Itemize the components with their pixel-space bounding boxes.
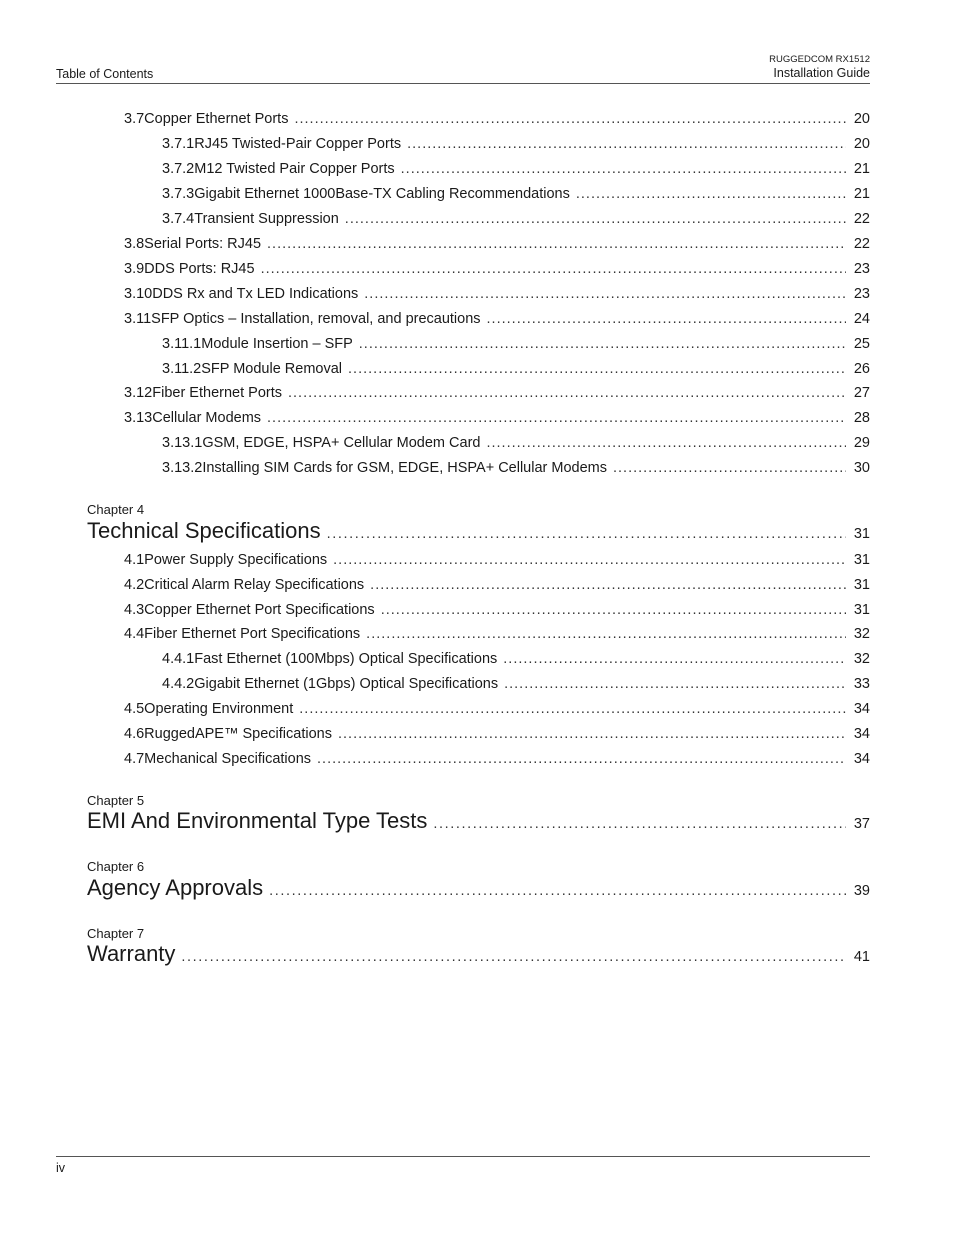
dot-leader <box>407 136 846 152</box>
header-rule <box>56 83 870 84</box>
toc-entry-title: Fiber Ethernet Ports <box>152 385 282 401</box>
toc-entry[interactable] <box>124 385 870 401</box>
chapter-label: Chapter 7 <box>87 926 145 941</box>
toc-entry-page: 21 <box>853 161 870 177</box>
toc-entry-number: 4.4.2 <box>162 676 195 692</box>
toc-entry-number: 4.6 <box>124 726 145 742</box>
running-section-title: Table of Contents <box>56 67 154 81</box>
dot-leader <box>503 651 846 667</box>
toc-entry-number: 3.10 <box>124 286 153 302</box>
dot-leader <box>267 410 846 426</box>
toc-entry-number: 3.8 <box>124 236 145 252</box>
toc-entry-title: Fast Ethernet (100Mbps) Optical Specifications <box>194 651 498 667</box>
toc-entry[interactable] <box>162 336 870 352</box>
toc-entry-page: 37 <box>853 816 870 832</box>
toc-entry[interactable] <box>124 701 870 717</box>
toc-entry[interactable] <box>124 751 870 767</box>
dot-leader <box>370 577 846 593</box>
dot-leader <box>261 261 846 277</box>
toc-entry-page: 20 <box>853 111 870 127</box>
dot-leader <box>294 111 846 127</box>
toc-entry-page: 25 <box>853 336 870 352</box>
running-doc-title <box>769 54 870 81</box>
toc-entry-page: 39 <box>853 883 870 899</box>
toc-entry-page: 34 <box>853 751 870 767</box>
toc-entry[interactable] <box>124 286 870 302</box>
toc-entry[interactable] <box>124 726 870 742</box>
toc-chapter-entry[interactable] <box>87 941 870 967</box>
toc-entry-title: Module Insertion – SFP <box>201 336 353 352</box>
toc-entry-number: 4.3 <box>124 602 145 618</box>
toc-entry-title: RuggedAPE™ Specifications <box>144 726 332 742</box>
toc-entry-page: 20 <box>853 136 870 152</box>
toc-entry-title: Power Supply Specifications <box>144 552 328 568</box>
toc-entry[interactable] <box>162 676 870 692</box>
toc-entry-number: 3.13 <box>124 410 153 426</box>
toc-entry-page: 23 <box>853 286 870 302</box>
toc-entry-title: Transient Suppression <box>194 211 339 227</box>
chapter-title: Warranty <box>87 941 176 966</box>
toc-entry-title: Gigabit Ethernet 1000Base-TX Cabling Recommendations <box>194 186 570 202</box>
dot-leader <box>486 435 846 451</box>
toc-entry[interactable] <box>162 460 870 476</box>
toc-entry-number: 4.4 <box>124 626 145 642</box>
dot-leader <box>366 626 846 642</box>
toc-entry-title: DDS Ports: RJ45 <box>144 261 255 277</box>
toc-entry-title: SFP Optics – Installation, removal, and precautions <box>151 311 481 327</box>
toc-entry-page: 34 <box>853 726 870 742</box>
toc-entry[interactable] <box>124 626 870 642</box>
toc-entry[interactable] <box>124 236 870 252</box>
toc-entry-page: 31 <box>853 577 870 593</box>
dot-leader <box>338 726 846 742</box>
toc-entry[interactable] <box>124 602 870 618</box>
toc-entry-number: 3.12 <box>124 385 153 401</box>
toc-entry-title: Copper Ethernet Port Specifications <box>144 602 375 618</box>
dot-leader <box>576 186 846 202</box>
chapter-label: Chapter 4 <box>87 502 145 517</box>
toc-entry-title: SFP Module Removal <box>201 361 343 377</box>
toc-entry-title: Operating Environment <box>144 701 294 717</box>
dot-leader <box>327 526 846 542</box>
footer-rule <box>56 1156 870 1157</box>
toc-entry-title: Copper Ethernet Ports <box>144 111 289 127</box>
toc-entry-page: 22 <box>853 211 870 227</box>
toc-entry[interactable] <box>124 552 870 568</box>
toc-entry-page: 34 <box>853 701 870 717</box>
toc-entry-number: 3.7 <box>124 111 145 127</box>
dot-leader <box>345 211 846 227</box>
dot-leader <box>269 883 846 899</box>
toc-entry-number: 3.11.1 <box>162 336 202 352</box>
toc-entry-title: Mechanical Specifications <box>144 751 312 767</box>
toc-entry-page: 41 <box>853 949 870 965</box>
toc-entry-number: 4.7 <box>124 751 145 767</box>
toc-entry-page: 26 <box>853 361 870 377</box>
toc-chapter-entry[interactable] <box>87 518 870 544</box>
toc-entry[interactable] <box>162 136 870 152</box>
dot-leader <box>487 311 846 327</box>
dot-leader <box>401 161 846 177</box>
toc-entry-number: 4.4.1 <box>162 651 195 667</box>
toc-entry-page: 31 <box>853 602 870 618</box>
product-name: RUGGEDCOM RX1512 <box>769 54 870 65</box>
dot-leader <box>181 949 846 965</box>
dot-leader <box>288 385 846 401</box>
toc-entry-title: Serial Ports: RJ45 <box>144 236 262 252</box>
toc-entry-title: M12 Twisted Pair Copper Ports <box>194 161 395 177</box>
toc-entry-title: GSM, EDGE, HSPA+ Cellular Modem Card <box>202 435 481 451</box>
toc-chapter-entry[interactable] <box>87 875 870 901</box>
toc-entry-page: 27 <box>853 385 870 401</box>
toc-entry-title: DDS Rx and Tx LED Indications <box>152 286 359 302</box>
toc-entry-page: 23 <box>853 261 870 277</box>
toc-entry-number: 3.7.3 <box>162 186 195 202</box>
toc-entry[interactable] <box>162 211 870 227</box>
chapter-label: Chapter 5 <box>87 793 145 808</box>
toc-entry-number: 3.13.2 <box>162 460 203 476</box>
toc-entry-page: 24 <box>853 311 870 327</box>
toc-entry-page: 30 <box>853 460 870 476</box>
dot-leader <box>359 336 846 352</box>
page-number: iv <box>56 1161 66 1175</box>
dot-leader <box>504 676 846 692</box>
toc-entry-page: 29 <box>853 435 870 451</box>
toc-entry-page: 32 <box>853 651 870 667</box>
guide-name: Installation Guide <box>773 66 870 80</box>
toc-entry-title: Fiber Ethernet Port Specifications <box>144 626 361 642</box>
dot-leader <box>333 552 846 568</box>
toc-entry-number: 3.9 <box>124 261 145 277</box>
toc-entry-number: 3.11.2 <box>162 361 202 377</box>
dot-leader <box>381 602 846 618</box>
dot-leader <box>299 701 846 717</box>
toc-chapter-entry[interactable] <box>87 808 870 834</box>
toc-entry[interactable] <box>162 186 870 202</box>
toc-entry-number: 3.7.2 <box>162 161 195 177</box>
toc-entry[interactable] <box>124 311 870 327</box>
toc-entry-number: 4.5 <box>124 701 145 717</box>
toc-entry[interactable] <box>162 651 870 667</box>
dot-leader <box>613 460 846 476</box>
toc-entry[interactable] <box>124 577 870 593</box>
chapter-title: Agency Approvals <box>87 875 264 900</box>
toc-entry[interactable] <box>124 111 870 127</box>
chapter-label: Chapter 6 <box>87 859 145 874</box>
toc-entry-number: 4.1 <box>124 552 145 568</box>
toc-entry-title: Installing SIM Cards for GSM, EDGE, HSPA+ Cellular Modems <box>202 460 607 476</box>
toc-entry-page: 21 <box>853 186 870 202</box>
toc-entry-title: RJ45 Twisted-Pair Copper Ports <box>194 136 402 152</box>
toc-entry-page: 31 <box>853 526 870 542</box>
toc-entry-page: 31 <box>853 552 870 568</box>
toc-entry-page: 28 <box>853 410 870 426</box>
toc-entry-number: 4.2 <box>124 577 145 593</box>
dot-leader <box>433 816 846 832</box>
toc-entry-number: 3.7.4 <box>162 211 195 227</box>
toc-entry[interactable] <box>162 161 870 177</box>
dot-leader <box>364 286 846 302</box>
toc-entry[interactable] <box>124 410 870 426</box>
chapter-title: Technical Specifications <box>87 518 321 543</box>
toc-entry-title: Cellular Modems <box>152 410 262 426</box>
toc-entry-number: 3.13.1 <box>162 435 203 451</box>
toc-entry-number: 3.7.1 <box>162 136 195 152</box>
dot-leader <box>348 361 846 377</box>
toc-entry[interactable] <box>124 261 870 277</box>
toc-entry[interactable] <box>162 361 870 377</box>
toc-entry-page: 33 <box>853 676 870 692</box>
toc-entry-page: 32 <box>853 626 870 642</box>
toc-entry-title: Gigabit Ethernet (1Gbps) Optical Specifications <box>194 676 499 692</box>
toc-entry-page: 22 <box>853 236 870 252</box>
dot-leader <box>317 751 846 767</box>
dot-leader <box>267 236 846 252</box>
toc-entry-title: Critical Alarm Relay Specifications <box>144 577 365 593</box>
chapter-title: EMI And Environmental Type Tests <box>87 808 428 833</box>
toc-entry-number: 3.11 <box>124 311 152 327</box>
toc-entry[interactable] <box>162 435 870 451</box>
